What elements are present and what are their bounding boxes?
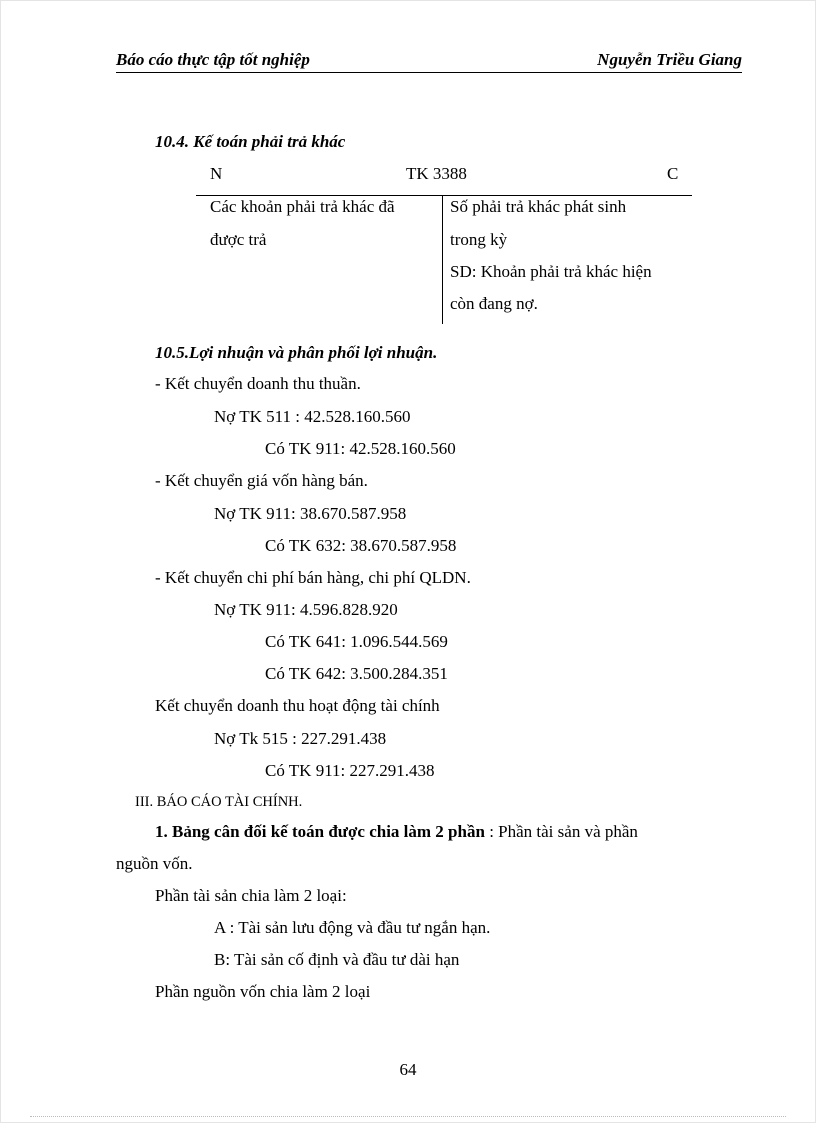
journal-line: Có TK 632: 38.670.587.958 [265, 536, 457, 555]
asset-type-b: B: Tài sản cố định và đầu tư dài hạn [214, 950, 460, 969]
page-header [116, 48, 742, 73]
t-account-horizontal-line [196, 195, 692, 196]
section-III-title: III. BÁO CÁO TÀI CHÍNH. [135, 794, 303, 810]
t-account-vertical-line [442, 195, 443, 324]
journal-line: - Kết chuyển doanh thu thuần. [155, 374, 361, 393]
assets-intro: Phần tài sản chia làm 2 loại: [155, 886, 347, 905]
credit-line: trong kỳ [450, 230, 508, 249]
credit-label: C [667, 164, 679, 183]
journal-line: Có TK 642: 3.500.284.351 [265, 664, 448, 683]
t-account-3388 [196, 160, 692, 328]
journal-line: - Kết chuyển chi phí bán hàng, chi phí QLDN. [155, 568, 471, 587]
debit-line: Các khoản phải trả khác đã [210, 197, 395, 216]
bottom-dotted-line [30, 1116, 786, 1117]
balance-sheet-text-line2: nguồn vốn. [116, 854, 193, 873]
section-10-5-title: 10.5.Lợi nhuận và phân phối lợi nhuận. [155, 343, 438, 362]
journal-line: Có TK 641: 1.096.544.569 [265, 632, 448, 651]
report-title: Báo cáo thực tập tốt nghiệp [116, 50, 310, 69]
account-code: TK 3388 [406, 164, 467, 183]
asset-type-a: A : Tài sản lưu động và đầu tư ngắn hạn. [214, 918, 491, 937]
journal-line: Có TK 911: 42.528.160.560 [265, 439, 456, 458]
balance-sheet-paragraph [155, 822, 741, 842]
journal-line: - Kết chuyển giá vốn hàng bán. [155, 471, 368, 490]
journal-line: Nợ TK 911: 38.670.587.958 [214, 504, 407, 523]
credit-line: còn đang nợ. [450, 294, 538, 313]
balance-sheet-text: : Phần tài sản và phần [484, 822, 638, 841]
balance-sheet-heading: 1. Bảng cân đối kế toán được chia làm 2 phần [155, 822, 485, 841]
debit-label: N [210, 164, 223, 183]
journal-line: Nợ TK 511 : 42.528.160.560 [214, 407, 411, 426]
journal-line: Nợ TK 911: 4.596.828.920 [214, 600, 398, 619]
journal-line: Nợ Tk 515 : 227.291.438 [214, 729, 387, 748]
journal-line: Có TK 911: 227.291.438 [265, 761, 435, 780]
journal-line: Kết chuyển doanh thu hoạt động tài chính [155, 696, 440, 715]
capital-intro: Phần nguồn vốn chia làm 2 loại [155, 982, 371, 1001]
debit-line: được trả [210, 230, 267, 249]
credit-line: SD: Khoản phải trả khác hiện [450, 262, 652, 281]
page-number: 64 [399, 1060, 417, 1079]
section-10-4-title: 10.4. Kế toán phải trả khác [155, 132, 346, 151]
credit-line: Số phải trả khác phát sinh [450, 197, 627, 216]
author-name: Nguyễn Triều Giang [597, 50, 742, 69]
